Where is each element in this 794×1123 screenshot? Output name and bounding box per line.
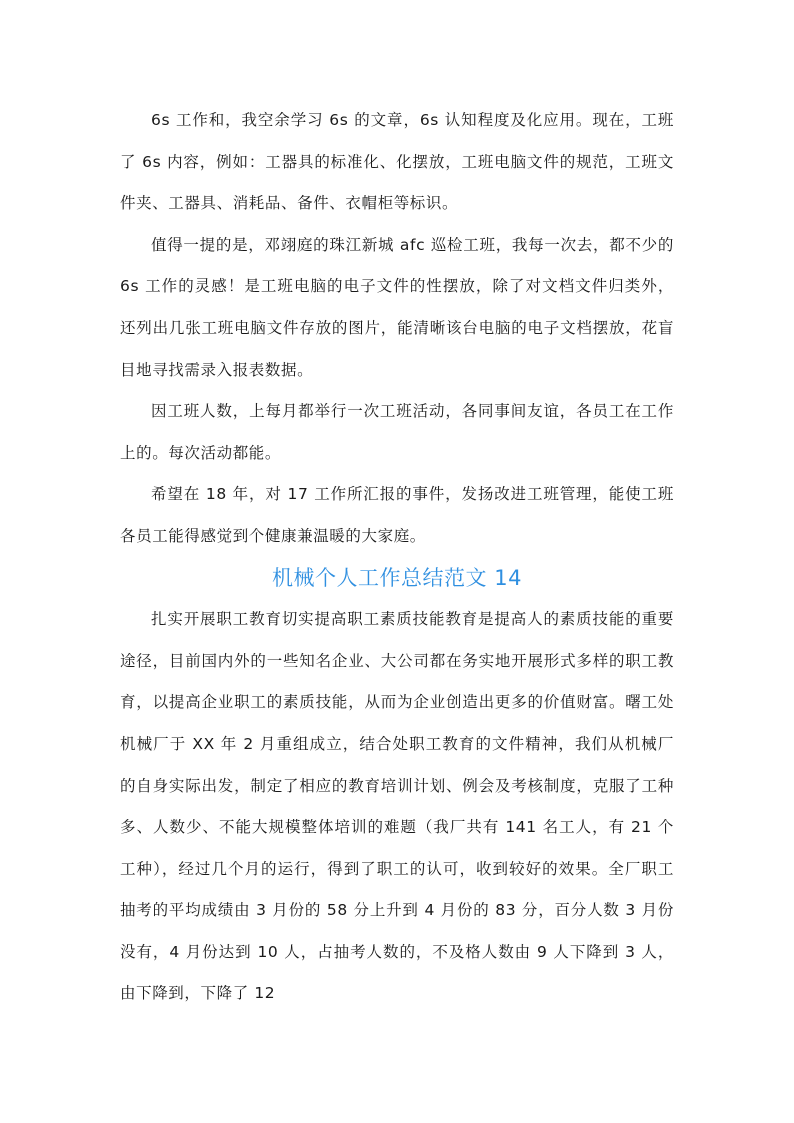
paragraph: 值得一提的是，邓翊庭的珠江新城 afc 巡检工班，我每一次去，都不少的 6s 工作的灵感！是工班电脑的电子文件的性摆放，除了对文档文件归类外，还列出几张工班电脑文件存放的图片，能清晰该台电脑的电子文档摆放，花盲目地寻找需录入报表数据。: [120, 235, 674, 379]
section-heading: 机械个人工作总结范文 14: [272, 565, 522, 590]
paragraph: 因工班人数，上每月都举行一次工班活动，各同事间友谊，各员工在工作上的。每次活动都能。: [120, 402, 674, 462]
paragraph: 6s 工作和，我空余学习 6s 的文章，6s 认知程度及化应用。现在，工班了 6s 内容，例如：工器具的标准化、化摆放，工班电脑文件的规范，工班文件夹、工器具、消耗品、备件、衣帽柜等标识。: [120, 111, 674, 213]
paragraph: 扎实开展职工教育切实提高职工素质技能教育是提高人的素质技能的重要途径，目前国内外的一些知名企业、大公司都在务实地开展形式多样的职工教育，以提高企业职工的素质技能，从而为企业创造出更多的价值财富。曙工处机械厂于 XX 年 2 月重组成立，结合处职工教育的文件精神，我们从机械厂的自身实际出发，制定了相应的教育培训计划、例会及考核制度，克服了工种多、人数少、不能大规模整体培训的难题（我厂共有 141 名工人，有 21 个工种），经过几个月的运行，得到了职工的认可，收到较好的效果。全厂职工抽考的平均成绩由 3 月份的 58 分上升到 4 月份的 83 分，百分人数 3 月份没有，4 月份达到 10 人，占抽考人数的，不及格人数由 9 人下降到 3 人，由下降到，下降了 12: [120, 610, 674, 1003]
document-body: [120, 100, 674, 1015]
paragraph: 希望在 18 年，对 17 工作所汇报的事件，发扬改进工班管理，能使工班各员工能得感觉到个健康兼温暖的大家庭。: [120, 485, 674, 545]
